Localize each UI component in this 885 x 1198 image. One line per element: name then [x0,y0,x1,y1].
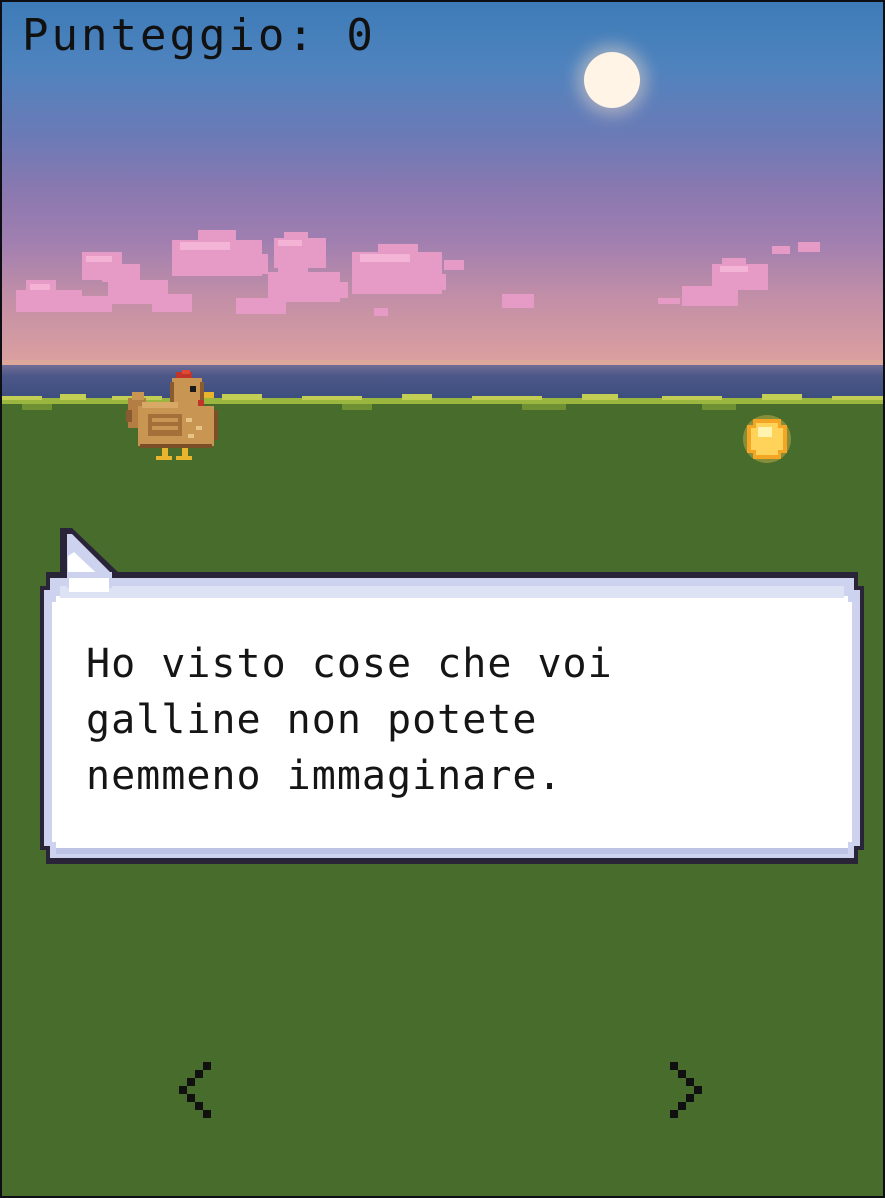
glowing-orb [742,414,792,464]
dialog-line: nemmeno immaginare. [86,753,563,799]
dialog-line: Ho visto cose che voi [86,641,613,687]
dialog-line: galline non potete [86,697,538,743]
score-value: 0 [346,10,376,61]
score-label: Punteggio: [22,10,317,61]
next-button[interactable] [654,1054,714,1126]
score-display [22,10,376,61]
chevron-right-icon [654,1054,714,1126]
chevron-left-icon [167,1054,227,1126]
previous-button[interactable] [167,1054,227,1126]
chicken-sprite [124,370,220,462]
dialog-text [86,636,786,804]
